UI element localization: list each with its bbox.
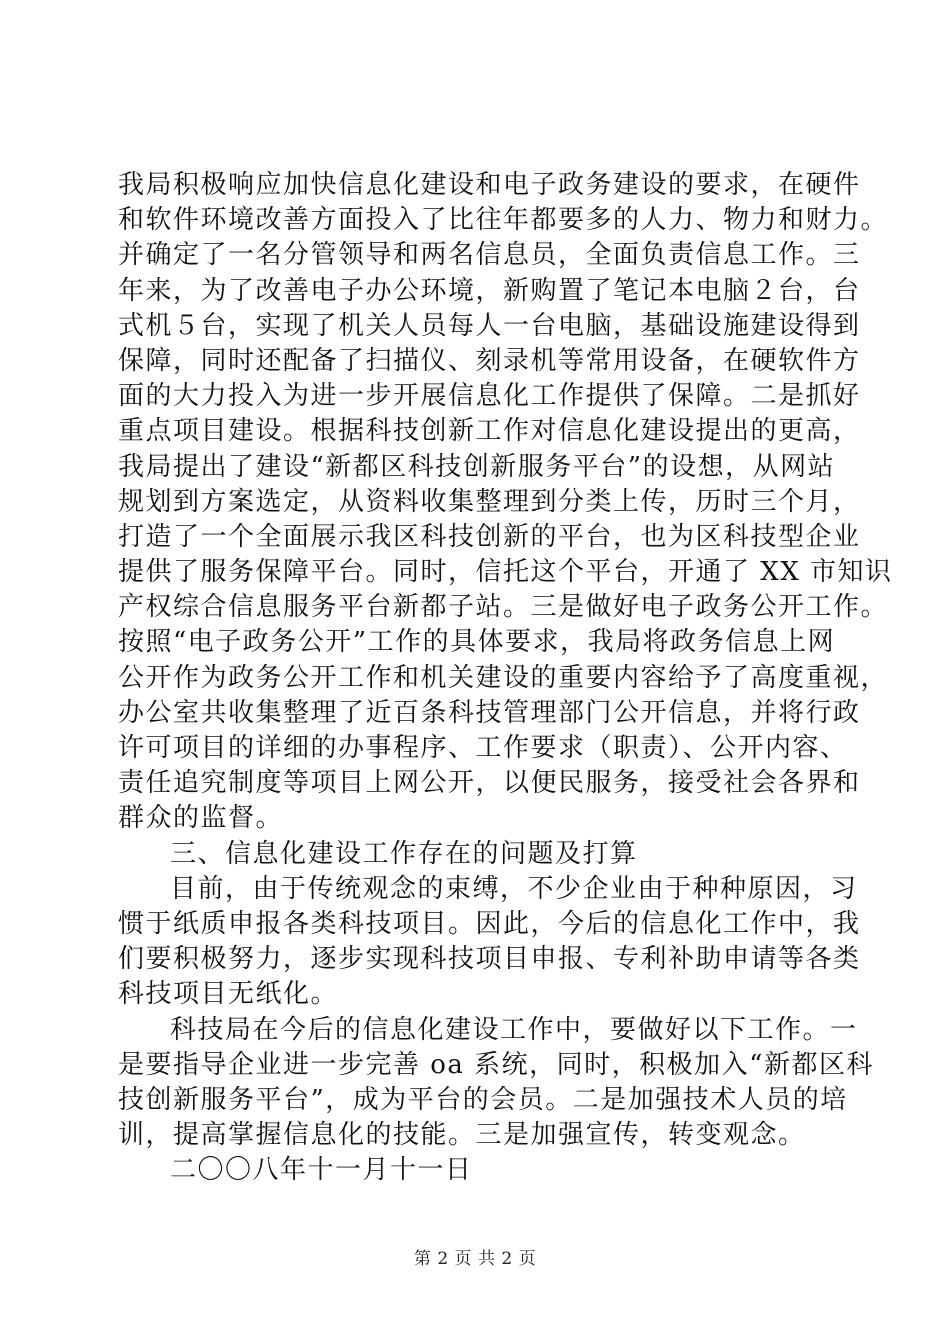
text-line: 惯于纸质申报各类科技项目。因此，今后的信息化工作中，我 xyxy=(118,908,861,939)
text-line: 和软件环境改善方面投入了比往年都要多的人力、物力和财力。 xyxy=(118,205,889,236)
text-line: 们要积极努力，逐步实现科技项目申报、专利补助申请等各类 xyxy=(118,944,861,975)
text-line: 产权综合信息服务平台新都子站。三是做好电子政务公开工作。 xyxy=(118,592,889,623)
text-line: 科技项目无纸化。 xyxy=(118,979,339,1010)
text-line: 目前，由于传统观念的束缚，不少企业由于种种原因，习 xyxy=(170,873,858,904)
text-line: 二〇〇八年十一月十一日 xyxy=(170,1155,473,1186)
text-line: 群众的监督。 xyxy=(118,803,284,834)
text-line: 打造了一个全面展示我区科技创新的平台，也为区科技型企业 xyxy=(118,521,861,552)
text-line: 办公室共收集整理了近百条科技管理部门公开信息，并将行政 xyxy=(118,697,861,728)
text-line: 保障，同时还配备了扫描仪、刻录机等常用设备，在硬软件方 xyxy=(118,345,861,376)
text-line: 面的大力投入为进一步开展信息化工作提供了保障。二是抓好 xyxy=(118,381,861,412)
text-line: 规划到方案选定，从资料收集整理到分类上传，历时三个月， xyxy=(118,486,861,517)
text-line: 技创新服务平台”，成为平台的会员。二是加强技术人员的培 xyxy=(118,1084,848,1115)
page-footer: 第 2 页 共 2 页 xyxy=(413,1249,537,1269)
text-line: 年来，为了改善电子办公环境，新购置了笔记本电脑２台，台 xyxy=(118,275,861,306)
text-line: 我局积极响应加快信息化建设和电子政务建设的要求，在硬件 xyxy=(118,170,861,200)
text-line: 重点项目建设。根据科技创新工作对信息化建设提出的更高， xyxy=(118,416,861,447)
text-line: 责任追究制度等项目上网公开，以便民服务，接受社会各界和 xyxy=(118,768,861,799)
text-line: 公开作为政务公开工作和机关建设的重要内容给予了高度重视， xyxy=(118,662,889,693)
text-line: 科技局在今后的信息化建设工作中，要做好以下工作。一 xyxy=(170,1014,858,1045)
text-line: 按照“电子政务公开”工作的具体要求，我局将政务信息上网 xyxy=(118,627,836,658)
text-line: 是要指导企业进一步完善 oa 系统，同时，积极加入“新都区科 xyxy=(118,1049,874,1080)
text-line: 许可项目的详细的办事程序、工作要求（职责）、公开内容、 xyxy=(118,733,848,763)
text-line: 我局提出了建设“新都区科技创新服务平台”的设想，从网站 xyxy=(118,451,836,482)
text-line: 训，提高掌握信息化的技能。三是加强宣传，转变观念。 xyxy=(118,1120,806,1151)
text-line: 式机５台，实现了机关人员每人一台电脑，基础设施建设得到 xyxy=(118,310,861,341)
text-line: 三、信息化建设工作存在的问题及打算 xyxy=(170,838,638,869)
text-line: 提供了服务保障平台。同时，信托这个平台，开通了 XX 市知识 xyxy=(118,557,893,588)
text-line: 并确定了一名分管领导和两名信息员，全面负责信息工作。三 xyxy=(118,240,861,271)
document-body xyxy=(118,168,893,1188)
